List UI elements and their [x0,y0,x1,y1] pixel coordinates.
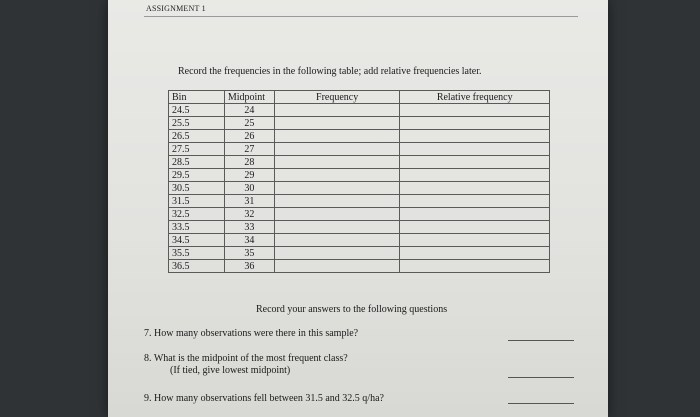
relative-frequency-cell[interactable] [400,182,550,195]
relative-frequency-cell[interactable] [400,104,550,117]
bin-cell: 29.5 [169,169,225,182]
question-8-note: (If tied, give lowest midpoint) [170,365,291,376]
relative-frequency-cell[interactable] [400,169,550,182]
answer-line-q9[interactable] [508,403,574,404]
midpoint-cell: 34 [224,234,274,247]
column-header-frequency: Frequency [274,91,400,104]
questions-heading: Record your answers to the following questions [256,304,448,315]
relative-frequency-cell[interactable] [400,156,550,169]
table-row [169,156,550,169]
bin-cell: 33.5 [169,221,225,234]
column-header-bin: Bin [169,91,225,104]
table-row [169,130,550,143]
midpoint-cell: 28 [224,156,274,169]
bin-cell: 25.5 [169,117,225,130]
relative-frequency-cell[interactable] [400,208,550,221]
table-row [169,143,550,156]
midpoint-cell: 32 [224,208,274,221]
bin-cell: 32.5 [169,208,225,221]
midpoint-cell: 33 [224,221,274,234]
relative-frequency-cell[interactable] [400,195,550,208]
midpoint-cell: 36 [224,260,274,273]
question-9: 9. How many observations fell between 31.5 and 32.5 q/ha? [144,393,384,404]
bin-cell: 24.5 [169,104,225,117]
table-row [169,104,550,117]
relative-frequency-cell[interactable] [400,143,550,156]
bin-cell: 26.5 [169,130,225,143]
relative-frequency-cell[interactable] [400,260,550,273]
relative-frequency-cell[interactable] [400,221,550,234]
relative-frequency-cell[interactable] [400,117,550,130]
bin-cell: 28.5 [169,156,225,169]
question-8: 8. What is the midpoint of the most frequent class? [144,353,348,364]
frequency-cell[interactable] [274,221,400,234]
frequency-cell[interactable] [274,156,400,169]
midpoint-cell: 35 [224,247,274,260]
table-row [169,208,550,221]
answer-line-q7[interactable] [508,340,574,341]
midpoint-cell: 30 [224,182,274,195]
frequency-cell[interactable] [274,234,400,247]
table-row [169,247,550,260]
assignment-page [108,0,608,417]
frequency-cell[interactable] [274,208,400,221]
table-header-row [169,91,550,104]
table-instructions: Record the frequencies in the following table; add relative frequencies later. [178,66,482,77]
frequency-cell[interactable] [274,169,400,182]
bin-cell: 34.5 [169,234,225,247]
frequency-cell[interactable] [274,260,400,273]
header-divider [144,16,578,17]
frequency-cell[interactable] [274,104,400,117]
question-7: 7. How many observations were there in this sample? [144,328,359,339]
bin-cell: 35.5 [169,247,225,260]
frequency-cell[interactable] [274,195,400,208]
bin-cell: 31.5 [169,195,225,208]
table-row [169,117,550,130]
midpoint-cell: 31 [224,195,274,208]
frequency-cell[interactable] [274,247,400,260]
frequency-cell[interactable] [274,182,400,195]
midpoint-cell: 25 [224,117,274,130]
table-row [169,221,550,234]
relative-frequency-cell[interactable] [400,247,550,260]
answer-line-q8[interactable] [508,377,574,378]
bin-cell: 36.5 [169,260,225,273]
frequency-table [168,90,550,273]
bin-cell: 30.5 [169,182,225,195]
table-row [169,182,550,195]
midpoint-cell: 29 [224,169,274,182]
table-row [169,260,550,273]
table-row [169,234,550,247]
frequency-cell[interactable] [274,130,400,143]
relative-frequency-cell[interactable] [400,234,550,247]
column-header-relative-frequency: Relative frequency [400,91,550,104]
relative-frequency-cell[interactable] [400,130,550,143]
table-row [169,169,550,182]
column-header-midpoint: Midpoint [224,91,274,104]
assignment-title: ASSIGNMENT 1 [146,4,206,13]
midpoint-cell: 26 [224,130,274,143]
bin-cell: 27.5 [169,143,225,156]
frequency-cell[interactable] [274,143,400,156]
midpoint-cell: 24 [224,104,274,117]
table-row [169,195,550,208]
midpoint-cell: 27 [224,143,274,156]
frequency-cell[interactable] [274,117,400,130]
